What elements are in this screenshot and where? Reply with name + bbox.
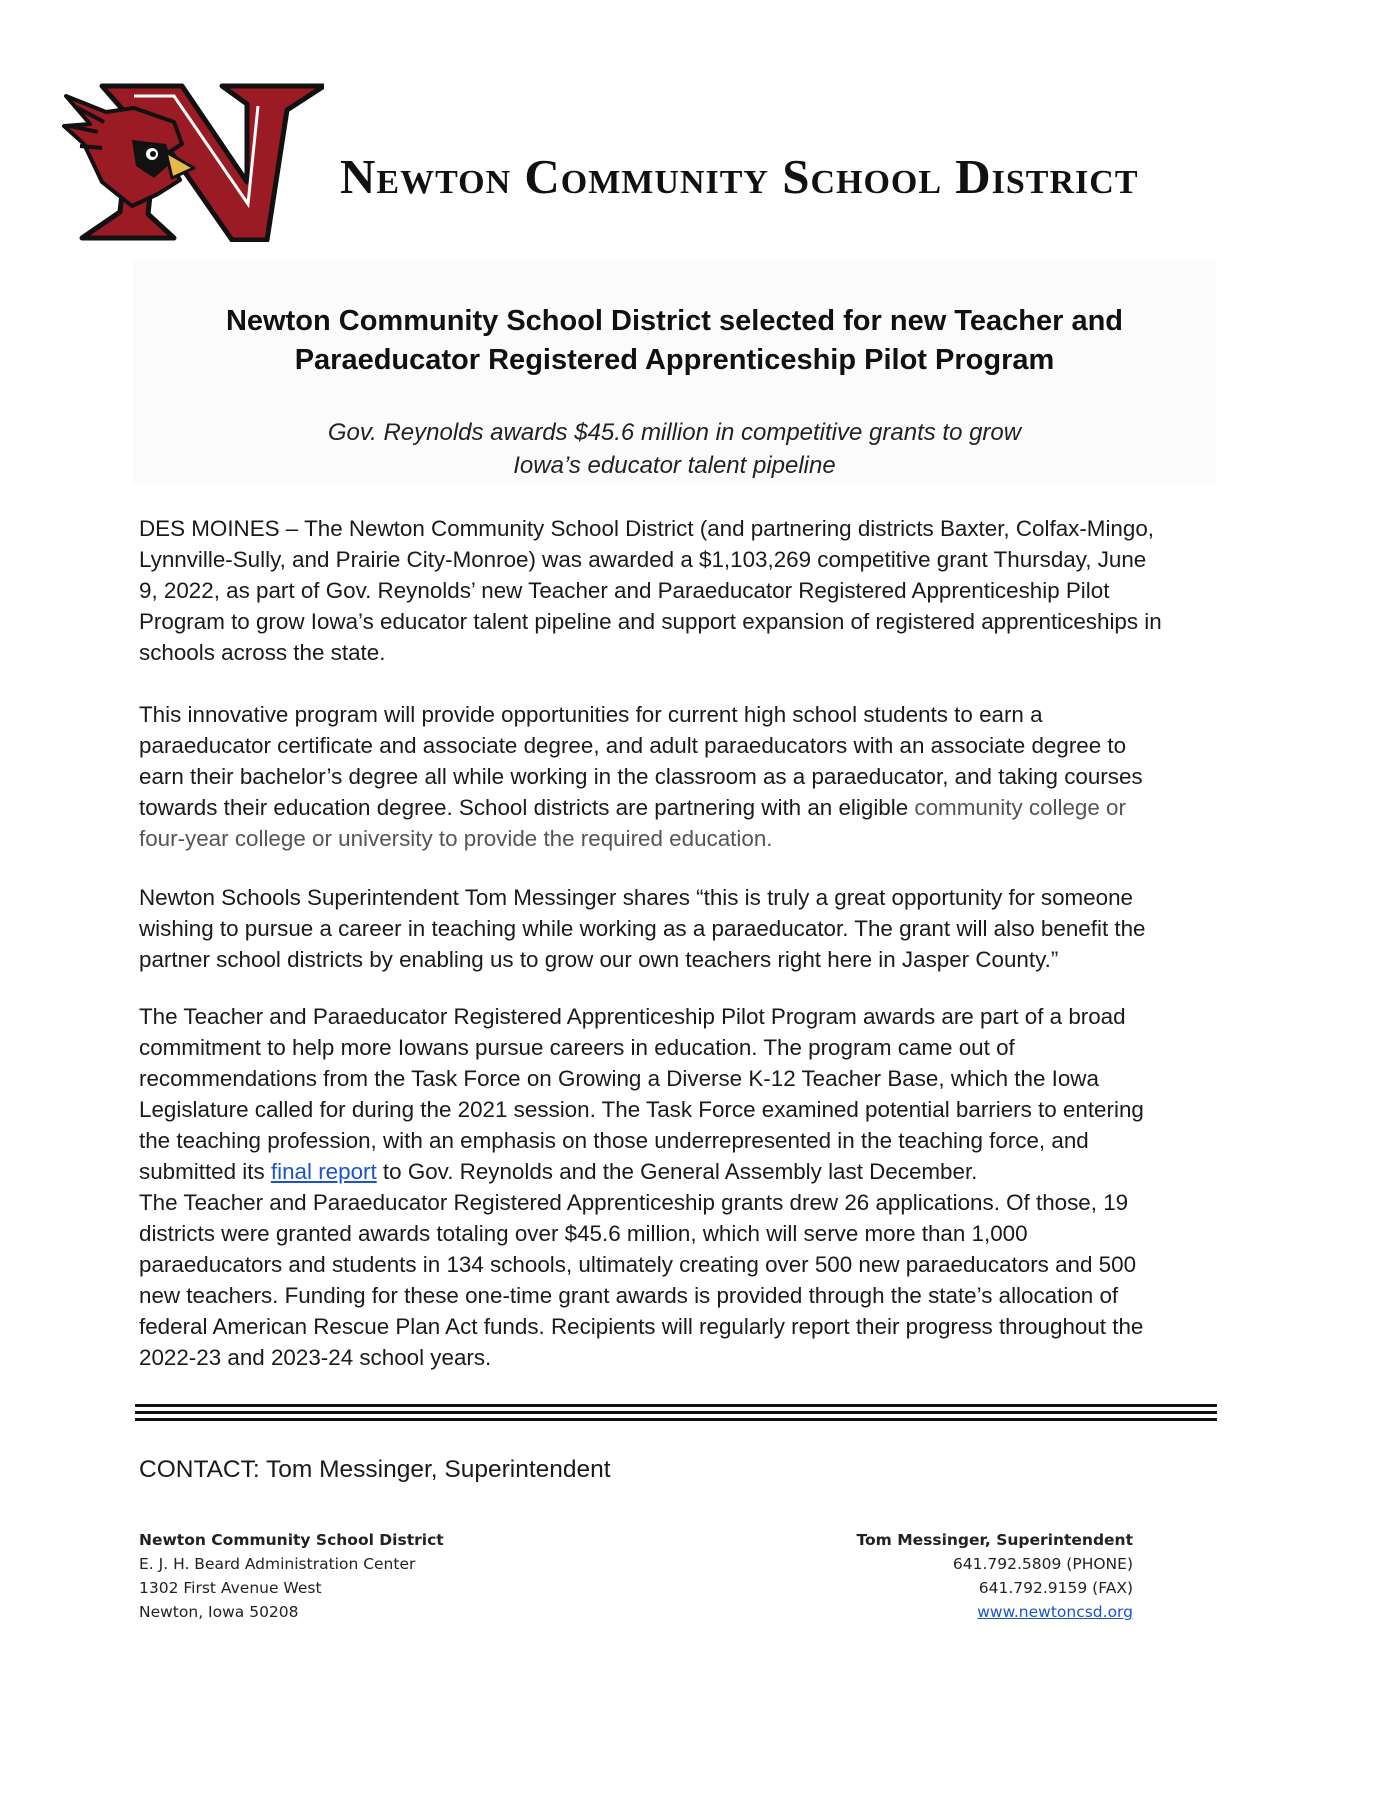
footer-address-line: Newton, Iowa 50208 xyxy=(139,1603,299,1621)
text-segment: towards their education degree. School districts are partnering with an eligible xyxy=(139,795,915,820)
text-line: This innovative program will provide opportunities for current high school students to earn a xyxy=(139,702,1043,727)
cardinal-n-logo-icon xyxy=(62,82,324,242)
text-line: recommendations from the Task Force on Growing a Diverse K-12 Teacher Base, which the Iowa xyxy=(139,1066,1099,1091)
footer-address-line: 1302 First Avenue West xyxy=(139,1579,322,1597)
text-segment-grey: community college or xyxy=(914,795,1126,820)
divider-line xyxy=(135,1404,1217,1407)
text-line: Newton Schools Superintendent Tom Messinger shares “this is truly a great opportunity for someone xyxy=(139,885,1133,910)
text-line: The Teacher and Paraeducator Registered Apprenticeship Pilot Program awards are part of a broad xyxy=(139,1004,1126,1029)
paragraph-superintendent-quote xyxy=(139,882,1229,975)
footer-fax: 641.792.9159 (FAX) xyxy=(978,1579,1133,1597)
text-line: new teachers. Funding for these one-time grant awards is provided through the state’s allocation of xyxy=(139,1283,1119,1308)
footer-district-address xyxy=(139,1528,444,1624)
headline-line-2: Paraeducator Registered Apprenticeship Pilot Program xyxy=(294,344,1055,376)
divider-line xyxy=(135,1418,1217,1421)
paragraph-program-background xyxy=(139,1001,1229,1373)
press-release-headline xyxy=(133,302,1216,380)
footer-district-name: Newton Community School District xyxy=(139,1531,444,1549)
text-line: DES MOINES – The Newton Community School District (and partnering districts Baxter, Colfax-Mingo, xyxy=(139,516,1155,541)
text-line: paraeducators and students in 134 schools, ultimately creating over 500 new paraeducators and 500 xyxy=(139,1252,1137,1277)
text-line: Legislature called for during the 2021 session. The Task Force examined potential barriers to entering xyxy=(139,1097,1144,1122)
text-line: paraeducator certificate and associate degree, and adult paraeducators with an associate degree to xyxy=(139,733,1127,758)
final-report-link[interactable]: final report xyxy=(270,1159,377,1184)
text-line: Program to grow Iowa’s educator talent pipeline and support expansion of registered apprenticeships in xyxy=(139,609,1162,634)
text-line: wishing to pursue a career in teaching while working as a paraeducator. The grant will also benefit the xyxy=(139,916,1146,941)
contact-line: CONTACT: Tom Messinger, Superintendent xyxy=(139,1456,611,1483)
paragraph-announcement xyxy=(139,513,1229,668)
text-line: commitment to help more Iowans pursue careers in education. The program came out of xyxy=(139,1035,1015,1060)
divider-line xyxy=(135,1411,1217,1414)
text-line: Lynnville-Sully, and Prairie City-Monroe) was awarded a $1,103,269 competitive grant Thursday, June xyxy=(139,547,1147,572)
text-line: schools across the state. xyxy=(139,640,386,665)
text-line xyxy=(139,792,1229,823)
text-line: districts were granted awards totaling over $45.6 million, which will serve more than 1,000 xyxy=(139,1221,1028,1246)
district-logo xyxy=(62,82,324,242)
text-line: four-year college or university to provide the required education. xyxy=(139,826,773,851)
headline-line-1: Newton Community School District selected for new Teacher and xyxy=(225,305,1124,337)
text-line: federal American Rescue Plan Act funds. Recipients will regularly report their progress throughout the xyxy=(139,1314,1144,1339)
text-segment: submitted its xyxy=(139,1159,271,1184)
text-line: earn their bachelor’s degree all while working in the classroom as a paraeducator, and taking courses xyxy=(139,764,1143,789)
text-line: partner school districts by enabling us to grow our own teachers right here in Jasper County.” xyxy=(139,947,1059,972)
text-line: 9, 2022, as part of Gov. Reynolds’ new Teacher and Paraeducator Registered Apprenticeship Pilot xyxy=(139,578,1110,603)
footer-address-line: E. J. H. Beard Administration Center xyxy=(139,1555,416,1573)
footer-phone: 641.792.5809 (PHONE) xyxy=(952,1555,1133,1573)
text-line: 2022-23 and 2023-24 school years. xyxy=(139,1345,492,1370)
footer-contact-name: Tom Messinger, Superintendent xyxy=(856,1531,1133,1549)
district-name: Newton Community School District xyxy=(340,149,1139,204)
footer-contact-info xyxy=(856,1528,1133,1624)
subhead-line-2: Iowa’s educator talent pipeline xyxy=(513,452,836,479)
text-line xyxy=(139,1156,1229,1187)
subhead-line-1: Gov. Reynolds awards $45.6 million in competitive grants to grow xyxy=(327,419,1022,446)
text-segment: to Gov. Reynolds and the General Assembly last December. xyxy=(376,1159,978,1184)
press-release-subhead xyxy=(133,416,1216,482)
website-link[interactable]: www.newtoncsd.org xyxy=(977,1603,1133,1621)
paragraph-program-description xyxy=(139,699,1229,854)
text-line: the teaching profession, with an emphasis on those underrepresented in the teaching force, and xyxy=(139,1128,1089,1153)
text-line: The Teacher and Paraeducator Registered Apprenticeship grants drew 26 applications. Of those, 19 xyxy=(139,1190,1129,1215)
